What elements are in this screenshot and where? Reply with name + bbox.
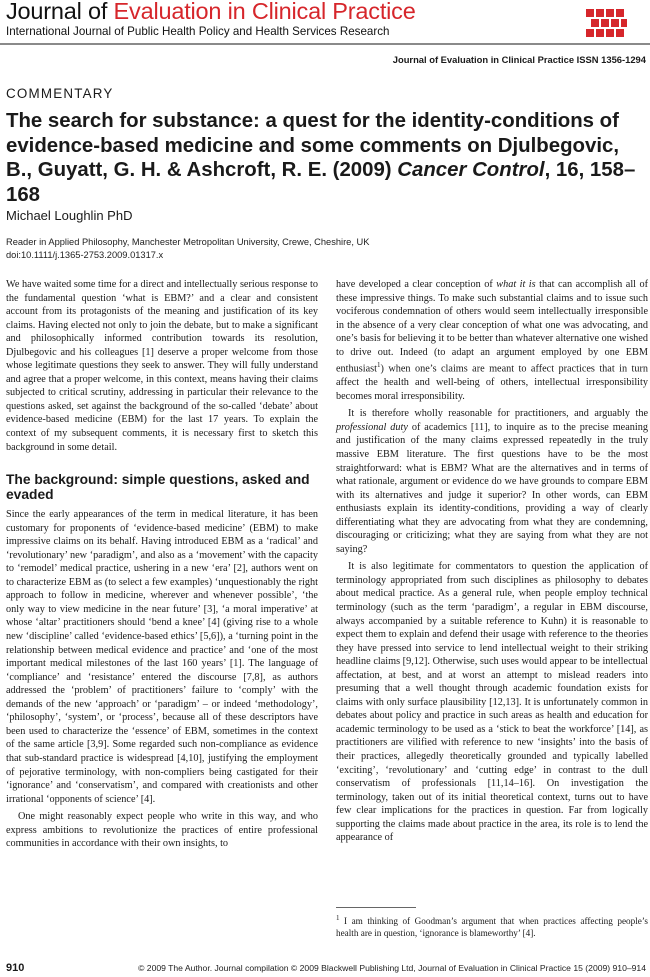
- copyright-line: © 2009 The Author. Journal compilation © 2009 Blackwell Publishing Ltd, Journal of Evaluation in Clinical Practice 15 (2009) 910–914: [138, 963, 646, 973]
- masthead: [0, 0, 650, 44]
- article-title: [6, 109, 648, 207]
- paragraph: It is also legitimate for commentators to question the application of terminology appropriated from such disciplines as philosophy to debates about medical practice. As a general rule, when people employ technical terminology (such as the term ‘paradigm’, a regular in EBM discourse, always accompanied by a suitable reference to Kuhn) it is reasonable to expect them to explain and defend their usage with reference to the theories they have pressed into service to lend intellectual weight to their striking headline claims [9,12]. Otherwise, such uses would appear to be intellectual affectation, at best, and at worst an attempt to mislead readers into presuming that a well thought through academic foundation exists for claims with only surface plausibility [12,13]. It is unfortunately common in debates about policy and practice in such areas as health and education for academic terminology to be used as a ‘stick to beat the workforce’ [14], as practitioners are vilified with reference to new ‘insights’ into the basis of their practices, allegedly theoretically grounded and typically labelled ‘exciting’, ‘revolutionary’ and ‘cutting edge’ in contrast to the dull conservatism of professionals [11,14–16]. On investigation the terminology, taken out of its initial theoretical context, turns out to have few clear implications for the practices in question. Far from logically supporting the claims made about practice in the area, its role is to lend the appearance of: [336, 561, 648, 844]
- paragraph: [336, 278, 648, 403]
- emphasis: professional duty: [336, 421, 408, 433]
- page-number: 910: [6, 962, 25, 974]
- footnote-mark: 1: [336, 914, 340, 922]
- footnote: [336, 912, 648, 940]
- affiliation-block: [6, 236, 369, 262]
- title-text: The search for substance: a quest for the identity-conditions of evidence-based medicine and some comments on Djulbegovic, B., Guyatt, G. H. & Ashcroft, R. E. (2009): [6, 110, 620, 182]
- doi[interactable]: doi:10.1111/j.1365-2753.2009.01317.x: [6, 250, 164, 260]
- footnote-divider: [336, 907, 416, 908]
- journal-subtitle: International Journal of Public Health Policy and Health Services Research: [6, 25, 390, 38]
- emphasis: what it is: [496, 279, 536, 290]
- masthead-divider: [0, 43, 650, 45]
- paragraph: Since the early appearances of the term in medical literature, it has been customary for proponents of ‘evidence-based medicine’ (EBM) to make impressive claims on its behalf. Having introduced EBM as a ‘radical’ and ‘revolutionary’ new ‘paradigm’, and also as a ‘movement’ with the capacity to ‘remodel’ medical practice, ushering in a new ‘era’ [2], authors went on to characterize EBM as (to select a few examples) ‘unquestionably the right approach to follow in medicine, wherever and whenever possible’, ‘the only way to view medicine in the near future’ [3], ‘a moral imperative’ at whose ‘altar’ practitioners should ‘bend a knee’ [4] (giving rise to a whole new ‘discipline’ called ‘evidence-based ethics’ [5,6]), a ‘turning point in the relationship between medical evidence and practice’ and ‘one of the most important medical milestones of the last 160 years’ [1]. The language of ‘compliance’ and ‘resistance’ entered the discourse [7,8], as authors addressed the ‘problem’ of practitioners’ failure to ‘comply’ with the demands of the new ‘approach’ or ‘paradigm’ – or indeed ‘methodology’, ‘philosophy’, ‘system’, or ‘process’, because all of these descriptors have been used to characterize the ‘essence’ of EBM, sometimes in the context of the same article [3,9]. Some regarded such non-compliance as evidence that sub-standard practice is widespread [4,10], justifying the employment of pejorative terminology, with non-compliers being castigated for their ‘ignorance’ and ‘conservatism’, and compared with creationists and other irrational ‘opponents of science’ [4].: [6, 509, 318, 805]
- text-run: ) when one’s claims are meant to affect practices that in turn affect the health and well-being of others, intellectual irresponsibility becomes moral irresponsibility.: [336, 363, 648, 402]
- footnote-reference[interactable]: 1: [377, 361, 381, 370]
- section-heading: The background: simple questions, asked and evaded: [6, 472, 310, 503]
- issn-line: Journal of Evaluation in Clinical Practice ISSN 1356-1294: [392, 54, 646, 65]
- text-run: have developed a clear conception of: [336, 279, 497, 290]
- left-column: [6, 278, 318, 851]
- paragraph: One might reasonably expect people who write in this way, and who express ambitions to revolutionize the practices of entire professional communities in accordance with their own insights, to: [6, 811, 318, 850]
- paragraph: We have waited some time for a direct and intellectually serious response to the fundamental question ‘what is EBM?’ and a clear and consistent account from its protagonists of the meaning and justification of its key claims. Having elected not only to join the debate, but to make a significant and philosophically informed contribution towards its resolution, Djulbegovic and his colleagues [1] deserve a proper welcome from those whose legitimate questions they seek to answer. They will fully understand and agree that a proper welcome, in this context, means having their claims subjected to critical scrutiny, addressing in particular their relevance to the questions asked, set against the background of the so-called ‘debate’ about evidence-based medicine (EBM) for the last 17 years. To explain the context of my subsequent comments, it is necessary first to sketch this background in some detail.: [6, 279, 318, 453]
- page-footer: [0, 962, 650, 977]
- footnote-text: I am thinking of Goodman’s argument that when practices affecting people’s health are in question, ‘ignorance is blameworthy’ [4].: [336, 916, 648, 939]
- title-volume: , 16, 158–168: [6, 159, 636, 206]
- text-run: of academics [11], to inquire as to the precise meaning and justification of the many claims expressed repeatedly in the truly massive EBM literature. The first questions have to be the most straightforward: what is EBM? What are the alternatives and in terms of what rationale, argument or evidence do we have grounds to compare EBM with its alternatives and judge it superior? In other words, can EBM enthusiasts explain its identity-conditions, providing a way of clearly differentiating what they are advocating from what they are condemning, discouraging or criticizing; what they are saying from what they are not saying?: [336, 421, 649, 555]
- journal-name-prefix: Journal of: [6, 0, 108, 24]
- journal-name-main: Evaluation in Clinical Practice: [113, 0, 416, 24]
- section-label: COMMENTARY: [6, 86, 114, 101]
- right-column: [336, 278, 648, 845]
- text-run: It is therefore wholly reasonable for practitioners, and arguably the: [348, 408, 648, 420]
- paragraph: [336, 407, 648, 556]
- text-run: that can accomplish all of these impressive things. To make such substantial claims and to issue such vociferous condemnation of others would seem intellectually irresponsible in the absence of a very clear conception of what one was advocating, and one’s basis for believing it to be better than whatever alternative one wished to drive out. Indeed (to adapt an argument employed by one EBM enthusiast: [336, 279, 649, 375]
- author-name: Michael Loughlin PhD: [6, 208, 133, 223]
- publisher-logo-icon: [582, 3, 630, 43]
- journal-name: [6, 0, 416, 25]
- title-journal: Cancer Control: [397, 159, 545, 182]
- affiliation: Reader in Applied Philosophy, Manchester Metropolitan University, Crewe, Cheshire, UK: [6, 237, 370, 247]
